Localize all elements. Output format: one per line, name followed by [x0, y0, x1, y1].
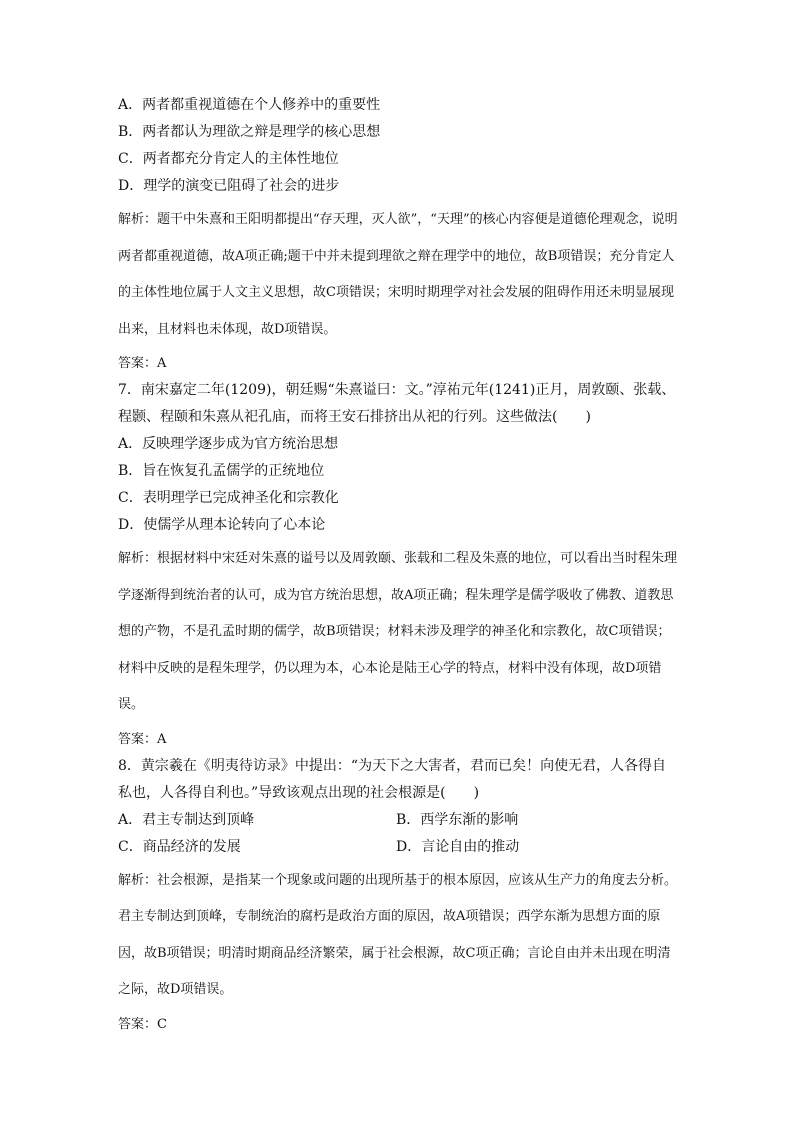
options-row-1: [118, 807, 678, 834]
analysis-text: 解析：社会根源，是指某一个现象或问题的出现所基于的根本原因，应该从生产力的角度去分析。君主专制达到顶峰，专制统治的腐朽是政治方面的原因，故A项错误；西学东渐为思想方面的原因，故B项错误；明清时期商品经济繁荣，属于社会根源，故C项正确；言论自由并未出现在明清之际，故D项错误。: [118, 872, 678, 997]
document-page: [118, 92, 678, 1038]
option-d: D．使儒学从理本论转向了心本论: [118, 517, 326, 533]
option-d: D．理学的演变已阻碍了社会的进步: [118, 178, 340, 194]
answer-text: 答案：A: [118, 356, 167, 371]
question-stem: 7．南宋嘉定二年(1209)，朝廷赐“朱熹谥曰：文。”淳祐元年(1241)正月，周敦颐、张载、程颢、程颐和朱熹从祀孔庙，而将王安石排挤出从祀的行列。这些做法( ): [118, 382, 676, 425]
option-d: D．言论自由的推动: [396, 838, 520, 855]
answer-text: 答案：A: [118, 731, 167, 747]
answer-text: 答案：C: [118, 1016, 167, 1032]
previous-question: [118, 92, 678, 377]
option-c: C．表明理学已完成神圣化和宗教化: [118, 490, 339, 506]
analysis-text: 解析：根据材料中宋廷对朱熹的谥号以及周敦颐、张载和二程及朱熹的地位，可以看出当时程朱理学逐渐得到统治者的认可，成为官方统治思想，故A项正确；程朱理学是儒学吸收了佛教、道教思想的产物，不是孔孟时期的儒学，故B项错误；材料未涉及理学的神圣化和宗教化，故C项错误；材料中反映的是程朱理学，仍以理为本，心本论是陆王心学的特点，材料中没有体现，故D项错误。: [118, 551, 678, 712]
question-stem: 8．黄宗羲在《明夷待访录》中提出：“为天下之大害者，君而已矣！向使无君，人各得自私也，人各得自利也。”导致该观点出现的社会根源是( ): [118, 757, 667, 801]
option-b: B．旨在恢复孔孟儒学的正统地位: [118, 463, 325, 479]
option-c: C．商品经济的发展: [118, 838, 241, 855]
option-a: A．两者都重视道德在个人修养中的重要性: [118, 97, 381, 113]
question-8: [118, 753, 678, 1038]
option-c: C．两者都充分肯定人的主体性地位: [118, 151, 339, 167]
option-a: A．反映理学逐步成为官方统治思想: [118, 436, 339, 452]
analysis-text: 解析：题干中朱熹和王阳明都提出“存天理，灭人欲”，“天理”的核心内容便是道德伦理观念，说明两者都重视道德，故A项正确;题干中并未提到理欲之辩在理学中的地位，故B项错误；充分肯定人的主体性地位属于人文主义思想，故C项错误；宋明时期理学对社会发展的阻碍作用还未明显展现出来，且材料也未体现，故D项错误。: [118, 212, 678, 337]
option-b: B．西学东渐的影响: [396, 811, 519, 828]
option-b: B．两者都认为理欲之辩是理学的核心思想: [118, 124, 381, 140]
options-row-2: [118, 834, 678, 861]
option-a: A．君主专制达到顶峰: [118, 811, 255, 828]
question-7: [118, 377, 678, 753]
